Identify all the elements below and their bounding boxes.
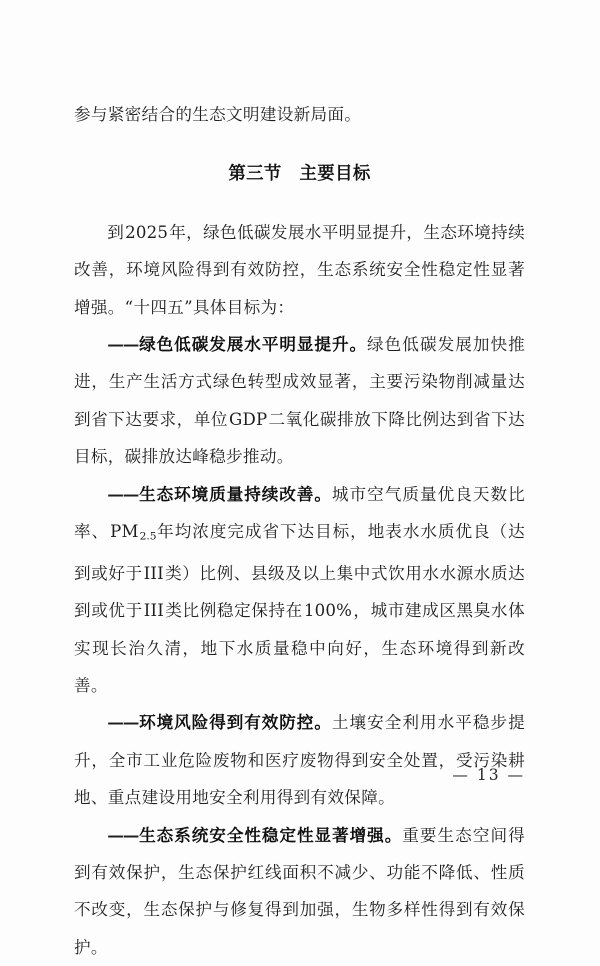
water-class-roman-1: III [143, 563, 164, 583]
objective-paragraph-4 [74, 817, 525, 966]
intro-year: 2025 [125, 222, 169, 242]
objective-lead-in-1: 绿色低碳发展水平明显提升。 [138, 334, 368, 355]
objective-lead-in-4: 生态系统安全性稳定性显著增强。 [138, 824, 403, 845]
objective-body-2a: 城市空气质量优良天数比率、 [74, 484, 525, 542]
continued-paragraph: 参与紧密结合的生态文明建设新局面。 [74, 105, 362, 124]
objective-body-2c: 类）比例、县级及以上集中式饮用水水源水质达到或优于 [74, 563, 525, 621]
objective-lead-in-3: 环境风险得到有效防控。 [138, 712, 332, 733]
objective-body-1b: 二氧化碳排放下降比例达到省下达目标，碳排放达峰稳步推动。 [74, 409, 526, 467]
objective-term-gdp: GDP [229, 409, 268, 429]
water-class-roman-2: III [143, 601, 165, 621]
intro-paragraph [74, 214, 525, 326]
objective-body-4a: 重要生态空间得到有效保护，生态保护红线面积不减少、功能不降低、性质不改变，生态保护与修复得到加强，生物多样性得到有效保护。 [74, 825, 525, 957]
objective-dash-1: —— [107, 334, 139, 355]
objective-body-2b: 年均浓度完成省下达目标，地表水水质优良（达到或好于 [74, 522, 525, 583]
objective-body-3a: 土壤安全利用水平稳步提升，全市工业危险废物和医疗废物得到安全处置，受污染耕地、重点建设用地安全利用得到有效保障。 [74, 713, 525, 808]
intro-part2: 年，绿色低碳发展水平明显提升，生态环境持续改善，环境风险得到有效防控，生态系统安全性稳定性显著增强。“十四五”具体目标为： [74, 222, 525, 317]
objective-paragraph-2 [74, 476, 525, 705]
heading-spacer-bottom [74, 194, 525, 214]
document-text-block [74, 96, 525, 966]
percent-value: 100% [303, 601, 353, 621]
objective-lead-in-2: 生态环境质量持续改善。 [138, 483, 332, 504]
objective-body-1a: 绿色低碳发展加快推进，生产生活方式绿色转型成效显著，主要污染物削减量达到省下达要求，单位 [74, 335, 525, 429]
section-heading: 第三节 主要目标 [228, 164, 371, 185]
pm-label: PM [110, 522, 139, 542]
objective-dash-3: —— [107, 712, 139, 733]
pm-subscript: 2.5 [139, 529, 157, 543]
objective-body-2d: 类比例稳定保持在 [165, 601, 303, 621]
page-number: — 13 — [452, 766, 525, 784]
objective-dash-2: —— [107, 483, 139, 504]
objective-dash-4: —— [107, 824, 139, 845]
intro-part1: 到 [107, 222, 125, 242]
objective-body-2e: ，城市建成区黑臭水体实现长治久清，地下水质量稳中向好，生态环境得到新改善。 [74, 601, 526, 696]
heading-spacer-top [74, 133, 525, 156]
objective-paragraph-3 [74, 704, 525, 816]
objective-paragraph-1 [74, 326, 525, 476]
